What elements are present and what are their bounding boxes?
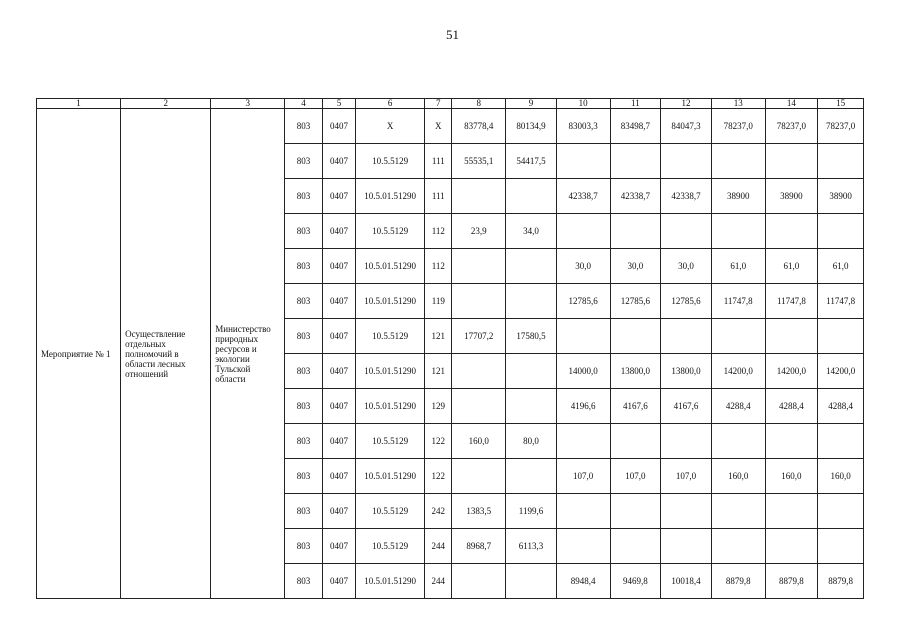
- table-cell: [556, 144, 610, 179]
- table-cell: 54417,5: [506, 144, 557, 179]
- table-cell: 4167,6: [610, 389, 661, 424]
- table-cell: 0407: [322, 249, 355, 284]
- table-cell: [661, 144, 712, 179]
- table-cell: 83778,4: [452, 109, 506, 144]
- table-cell: 30,0: [661, 249, 712, 284]
- table-cell: 10.5.5129: [356, 494, 425, 529]
- table-cell: 13800,0: [610, 354, 661, 389]
- table-cell: 803: [285, 214, 322, 249]
- table-cell: 13800,0: [661, 354, 712, 389]
- header-cell: 3: [211, 99, 285, 109]
- table-cell: 244: [425, 564, 452, 599]
- table-cell: [661, 424, 712, 459]
- table-cell: 10018,4: [661, 564, 712, 599]
- header-cell: 13: [711, 99, 765, 109]
- table-cell: 10.5.5129: [356, 214, 425, 249]
- table-cell: 160,0: [765, 459, 818, 494]
- table-cell: 112: [425, 214, 452, 249]
- table-cell: 11747,8: [765, 284, 818, 319]
- table-cell: [765, 144, 818, 179]
- table-cell: 10.5.01.51290: [356, 459, 425, 494]
- header-cell: 10: [556, 99, 610, 109]
- table-cell: Х: [425, 109, 452, 144]
- table-cell: 14200,0: [765, 354, 818, 389]
- table-cell: 78237,0: [818, 109, 864, 144]
- table-cell: 42338,7: [661, 179, 712, 214]
- table-cell: [661, 494, 712, 529]
- table-cell: [610, 494, 661, 529]
- table-cell: 11747,8: [711, 284, 765, 319]
- table-cell: 803: [285, 249, 322, 284]
- table-cell: [506, 354, 557, 389]
- table-cell: 803: [285, 179, 322, 214]
- table-cell: 17707,2: [452, 319, 506, 354]
- table-cell: 80,0: [506, 424, 557, 459]
- table-cell: 34,0: [506, 214, 557, 249]
- table-cell: 160,0: [818, 459, 864, 494]
- merged-cell-col1: Мероприятие № 1: [37, 109, 121, 599]
- table-cell: [452, 354, 506, 389]
- table-cell: 244: [425, 529, 452, 564]
- table-cell: 84047,3: [661, 109, 712, 144]
- table-cell: [556, 529, 610, 564]
- table-cell: 12785,6: [661, 284, 712, 319]
- table-cell: 0407: [322, 319, 355, 354]
- table-cell: 6113,3: [506, 529, 557, 564]
- table-cell: 0407: [322, 389, 355, 424]
- table-cell: [711, 529, 765, 564]
- table-cell: 242: [425, 494, 452, 529]
- header-cell: 2: [121, 99, 211, 109]
- table-cell: 38900: [818, 179, 864, 214]
- table-cell: 14200,0: [818, 354, 864, 389]
- table-cell: [818, 529, 864, 564]
- table-cell: 8879,8: [818, 564, 864, 599]
- table-cell: [818, 144, 864, 179]
- table-cell: 0407: [322, 284, 355, 319]
- table-cell: 38900: [765, 179, 818, 214]
- table-cell: 10.5.01.51290: [356, 284, 425, 319]
- table-cell: 78237,0: [765, 109, 818, 144]
- table-cell: 61,0: [711, 249, 765, 284]
- merged-cell-col2: Осуществление отдельных полномочий в области лесных отношений: [121, 109, 211, 599]
- table-cell: 4196,6: [556, 389, 610, 424]
- table-cell: [711, 319, 765, 354]
- table-cell: 803: [285, 354, 322, 389]
- header-cell: 11: [610, 99, 661, 109]
- header-cell: 14: [765, 99, 818, 109]
- table-cell: 111: [425, 144, 452, 179]
- table-cell: 83003,3: [556, 109, 610, 144]
- table-cell: 803: [285, 319, 322, 354]
- table-cell: [506, 389, 557, 424]
- header-cell: 6: [356, 99, 425, 109]
- table-cell: 803: [285, 424, 322, 459]
- table-cell: [556, 214, 610, 249]
- table-cell: 9469,8: [610, 564, 661, 599]
- table-cell: 0407: [322, 529, 355, 564]
- table-cell: [556, 319, 610, 354]
- table-cell: 160,0: [452, 424, 506, 459]
- table-cell: 0407: [322, 459, 355, 494]
- table-cell: 10.5.5129: [356, 529, 425, 564]
- header-cell: 1: [37, 99, 121, 109]
- table-cell: 0407: [322, 214, 355, 249]
- header-row: [37, 99, 864, 109]
- table-cell: 10.5.01.51290: [356, 564, 425, 599]
- table-cell: 80134,9: [506, 109, 557, 144]
- table-cell: 10.5.5129: [356, 144, 425, 179]
- table-row: [37, 109, 864, 144]
- table-cell: [556, 494, 610, 529]
- table-cell: 4167,6: [661, 389, 712, 424]
- table-cell: [765, 494, 818, 529]
- table-cell: 38900: [711, 179, 765, 214]
- table-cell: 12785,6: [610, 284, 661, 319]
- table-cell: [765, 214, 818, 249]
- table-cell: 10.5.5129: [356, 424, 425, 459]
- table-cell: 803: [285, 109, 322, 144]
- table-cell: [711, 424, 765, 459]
- table-cell: 0407: [322, 144, 355, 179]
- table-cell: [610, 529, 661, 564]
- table-cell: [711, 214, 765, 249]
- table-cell: 0407: [322, 179, 355, 214]
- table-cell: 10.5.01.51290: [356, 179, 425, 214]
- table-cell: [452, 389, 506, 424]
- table-cell: 14200,0: [711, 354, 765, 389]
- table-cell: [765, 319, 818, 354]
- table-cell: [452, 564, 506, 599]
- table-cell: 30,0: [556, 249, 610, 284]
- table-cell: [818, 319, 864, 354]
- table-cell: 107,0: [556, 459, 610, 494]
- table-cell: [452, 179, 506, 214]
- table-cell: [506, 249, 557, 284]
- table-cell: [506, 284, 557, 319]
- table-cell: [765, 424, 818, 459]
- table-cell: [506, 564, 557, 599]
- table-cell: 1199,6: [506, 494, 557, 529]
- table-cell: 42338,7: [610, 179, 661, 214]
- table-cell: 121: [425, 319, 452, 354]
- budget-table: [36, 98, 864, 599]
- table-cell: 42338,7: [556, 179, 610, 214]
- table-cell: 8948,4: [556, 564, 610, 599]
- table-cell: [506, 459, 557, 494]
- table-cell: 0407: [322, 424, 355, 459]
- table-cell: [610, 214, 661, 249]
- table-cell: 8968,7: [452, 529, 506, 564]
- table-cell: 61,0: [765, 249, 818, 284]
- table-cell: 23,9: [452, 214, 506, 249]
- table-cell: 83498,7: [610, 109, 661, 144]
- table-cell: 122: [425, 459, 452, 494]
- table-cell: 129: [425, 389, 452, 424]
- merged-cell-col3: Министерство природных ресурсов и экологии Тульской области: [211, 109, 285, 599]
- header-cell: 9: [506, 99, 557, 109]
- table-cell: 12785,6: [556, 284, 610, 319]
- table-cell: 10.5.01.51290: [356, 354, 425, 389]
- table-cell: 10.5.01.51290: [356, 249, 425, 284]
- header-cell: 8: [452, 99, 506, 109]
- table-cell: 803: [285, 389, 322, 424]
- header-cell: 15: [818, 99, 864, 109]
- table-cell: 122: [425, 424, 452, 459]
- table-cell: 121: [425, 354, 452, 389]
- header-cell: 12: [661, 99, 712, 109]
- table-cell: 107,0: [661, 459, 712, 494]
- table-cell: 4288,4: [711, 389, 765, 424]
- table-cell: [765, 529, 818, 564]
- table-cell: 4288,4: [818, 389, 864, 424]
- table-cell: 112: [425, 249, 452, 284]
- table-cell: 0407: [322, 354, 355, 389]
- table-cell: 78237,0: [711, 109, 765, 144]
- table-cell: [711, 144, 765, 179]
- table-cell: [506, 179, 557, 214]
- table-cell: 119: [425, 284, 452, 319]
- table-cell: 1383,5: [452, 494, 506, 529]
- table-cell: 0407: [322, 109, 355, 144]
- table-cell: [661, 319, 712, 354]
- table-cell: 803: [285, 144, 322, 179]
- page-number: 51: [446, 27, 459, 42]
- table-cell: 0407: [322, 494, 355, 529]
- header-cell: 4: [285, 99, 322, 109]
- table-cell: [452, 284, 506, 319]
- table-cell: 61,0: [818, 249, 864, 284]
- table-cell: [610, 144, 661, 179]
- table-cell: 8879,8: [711, 564, 765, 599]
- table-cell: [818, 424, 864, 459]
- table-cell: 8879,8: [765, 564, 818, 599]
- table-cell: 803: [285, 529, 322, 564]
- table-cell: 803: [285, 459, 322, 494]
- table-cell: 0407: [322, 564, 355, 599]
- table-cell: 160,0: [711, 459, 765, 494]
- table-cell: 4288,4: [765, 389, 818, 424]
- table-cell: 803: [285, 494, 322, 529]
- table-cell: 30,0: [610, 249, 661, 284]
- table-cell: [661, 214, 712, 249]
- table-cell: [610, 319, 661, 354]
- table-cell: 111: [425, 179, 452, 214]
- table-cell: [818, 494, 864, 529]
- table-cell: [556, 424, 610, 459]
- table-cell: 803: [285, 284, 322, 319]
- table-cell: 107,0: [610, 459, 661, 494]
- table-cell: [661, 529, 712, 564]
- table-cell: 803: [285, 564, 322, 599]
- table-cell: [452, 249, 506, 284]
- table-cell: 17580,5: [506, 319, 557, 354]
- table-cell: [711, 494, 765, 529]
- header-cell: 7: [425, 99, 452, 109]
- table-cell: [452, 459, 506, 494]
- table-cell: 55535,1: [452, 144, 506, 179]
- table-cell: [818, 214, 864, 249]
- header-cell: 5: [322, 99, 355, 109]
- table-cell: 10.5.01.51290: [356, 389, 425, 424]
- table-cell: 11747,8: [818, 284, 864, 319]
- table-cell: [610, 424, 661, 459]
- table-cell: 10.5.5129: [356, 319, 425, 354]
- table-cell: Х: [356, 109, 425, 144]
- table-cell: 14000,0: [556, 354, 610, 389]
